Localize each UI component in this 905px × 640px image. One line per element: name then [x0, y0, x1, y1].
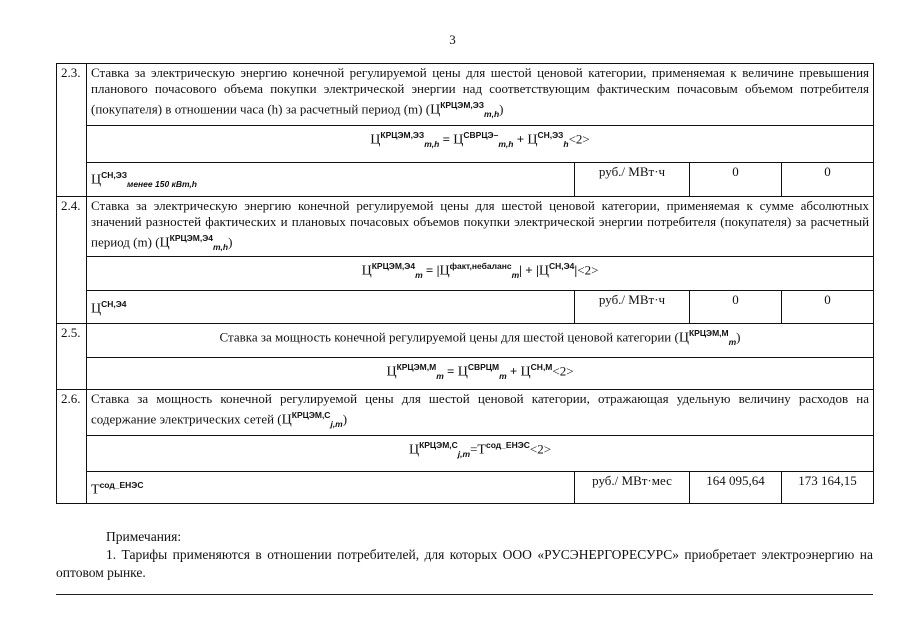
note-item-1: 1. Тарифы применяются в отношении потребителей, для которых ООО «РУСЭНЕРГОРЕСУРС» приобретает электроэнергию на оптовом рынке.	[56, 547, 873, 580]
row-2-5-header	[57, 323, 874, 357]
page-number: 3	[449, 32, 456, 47]
unit: руб./ МВт·ч	[575, 290, 690, 323]
rate-description: Ставка за мощность конечной регулируемой цены для шестой ценовой категории $(Ц^{КРЦЭМ,М}_m)$	[87, 323, 874, 357]
rate-description: Ставка за мощность конечной регулируемой цены для шестой ценовой категории, отражающая удельную величину расходов на содержание электрических сетей $(Ц^{КРЦЭМ,С}_{j,m})$	[87, 389, 874, 435]
row-2-6-values	[57, 471, 874, 503]
row-2-5-formula	[57, 357, 874, 389]
row-number: 2.6.	[57, 389, 87, 503]
row-2-6-formula	[57, 435, 874, 471]
row-number: 2.3.	[57, 64, 87, 197]
component-symbol: $Ц^{СН,ЭЗ}_{менее 150 кВт,h}$	[87, 163, 575, 197]
value-period-2: 173 164,15	[782, 471, 874, 503]
row-2-6-header	[57, 389, 874, 435]
tariff-table	[56, 63, 874, 504]
formula: $Ц^{КРЦЭМ,Э4}_m = |Ц^{факт,небаланс}_m| + |Ц^{СН,Э4}|<2>$	[87, 256, 874, 290]
rate-description: Ставка за электрическую энергию конечной регулируемой цены для шестой ценовой категории, применяемая к величине превышения планового почасового объема покупки электрической энергии над соответствующим фактическим почасовым объемом потребителя (покупателя) в отношении часа (h) за расчетный период (m) $(Ц^{КРЦЭМ,ЭЗ}_{m,h})$	[87, 64, 874, 126]
rate-description: Ставка за электрическую энергию конечной регулируемой цены для шестой ценовой категории, применяемая к сумме абсолютных значений разностей фактических и плановых почасовых объемов покупки электрической энергии потребителя (покупателя) за расчетный период (m) $(Ц^{КРЦЭМ,Э4}_{m,h})$	[87, 197, 874, 257]
unit: руб./ МВт·ч	[575, 163, 690, 197]
row-2-4-formula	[57, 256, 874, 290]
unit: руб./ МВт·мес	[575, 471, 690, 503]
formula: $Ц^{КРЦЭМ,ЭЗ}_{m,h} = Ц^{СВРЦЭ-}_{m,h} + Ц^{СН,ЭЗ}_h<2>$	[87, 126, 874, 163]
row-2-4-header	[57, 197, 874, 257]
notes-title: Примечания:	[106, 529, 182, 544]
row-number: 2.4.	[57, 197, 87, 324]
row-2-4-values	[57, 290, 874, 323]
component-symbol: $Т^{сод\_ЕНЭС}$	[87, 471, 575, 503]
value-period-1: 164 095,64	[690, 471, 782, 503]
row-2-3-values	[57, 163, 874, 197]
component-symbol: $Ц^{СН,Э4}$	[87, 290, 575, 323]
row-2-3-header	[57, 64, 874, 126]
value-period-1: 0	[690, 290, 782, 323]
row-number: 2.5.	[57, 323, 87, 389]
footer-rule	[56, 594, 873, 595]
notes-section	[56, 528, 873, 582]
value-period-2: 0	[782, 290, 874, 323]
value-period-1: 0	[690, 163, 782, 197]
row-2-3-formula	[57, 126, 874, 163]
formula: $Ц^{КРЦЭМ,М}_m = Ц^{СВРЦМ}_m + Ц^{СН,М}<2>$	[87, 357, 874, 389]
value-period-2: 0	[782, 163, 874, 197]
formula: $Ц^{КРЦЭМ,С}_{j,m}=Т^{сод\_ЕНЭС}<2>$	[87, 435, 874, 471]
